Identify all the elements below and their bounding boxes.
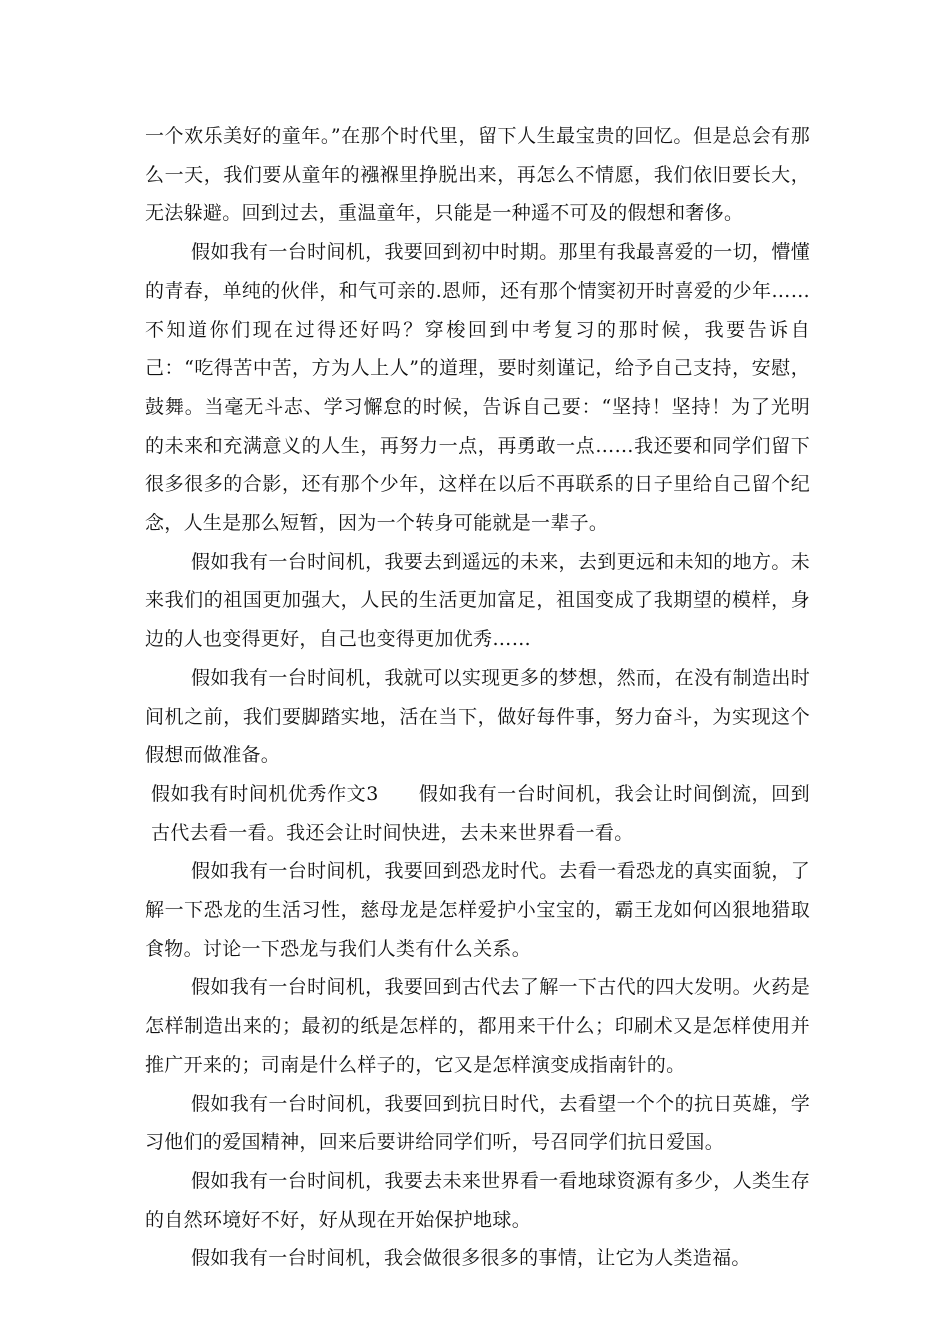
- paragraph-four-inventions: 假如我有一台时间机，我要回到古代去了解一下古代的四大发明。火药是怎样制造出来的；最初的纸是怎样的，都用来干什么；印刷术又是怎样使用并推广开来的；司南是什么样子的，它又是怎样演变成指南针的。: [145, 976, 810, 1076]
- section-title: 假如我有时间机优秀作文3: [151, 782, 379, 805]
- paragraph-anti-japanese-heroes: 假如我有一台时间机，我要回到抗日时代，去看望一个个的抗日英雄，学习他们的爱国精神，回来后要讲给同学们听，号召同学们抗日爱国。: [145, 1092, 810, 1154]
- paragraph-dinosaurs: 假如我有一台时间机，我要回到恐龙时代。去看一看恐龙的真实面貌，了解一下恐龙的生活习性，慈母龙是怎样爱护小宝宝的，霸王龙如何凶狠地猎取食物。讨论一下恐龙与我们人类有什么关系。: [145, 860, 810, 960]
- section-heading-line: [145, 775, 810, 852]
- paragraph-childhood-memory: 一个欢乐美好的童年。”在那个时代里，留下人生最宝贵的回忆。但是总会有那么一天，我们要从童年的襁褓里挣脱出来，再怎么不情愿，我们依旧要长大，无法躲避。回到过去，重温童年，只能是一种遥不可及的假想和奢侈。: [145, 125, 810, 225]
- section-first-text: 假如我有一台时间机，我会让时间倒流，回到古代去看一看。我还会让时间快进，去未来世界看一看。: [151, 782, 810, 844]
- paragraph-middle-school: 假如我有一台时间机，我要回到初中时期。那里有我最喜爱的一切，懵懂的青春，单纯的伙伴，和气可亲的.恩师，还有那个情窦初开时喜爱的少年……不知道你们现在过得还好吗？穿梭回到中考复习的那时候，我要告诉自己：“吃得苦中苦，方为人上人”的道理，要时刻谨记，给予自己支持，安慰，鼓舞。当毫无斗志、学习懈怠的时候，告诉自己要：“坚持！坚持！为了光明的未来和充满意义的人生，再努力一点，再勇敢一点……我还要和同学们留下很多很多的合影，还有那个少年，这样在以后不再联系的日子里给自己留个纪念，人生是那么短暂，因为一个转身可能就是一辈子。: [145, 241, 810, 535]
- paragraph-earth-resources: 假如我有一台时间机，我要去未来世界看一看地球资源有多少，人类生存的自然环境好不好，好从现在开始保护地球。: [145, 1169, 810, 1231]
- paragraph-benefit-humanity: 假如我有一台时间机，我会做很多很多的事情，让它为人类造福。: [191, 1247, 751, 1270]
- paragraph-dreams: 假如我有一台时间机，我就可以实现更多的梦想，然而，在没有制造出时间机之前，我们要脚踏实地，活在当下，做好每件事，努力奋斗，为实现这个假想而做准备。: [145, 666, 810, 767]
- document-body: [145, 117, 810, 1278]
- paragraph-future: 假如我有一台时间机，我要去到遥远的未来，去到更远和未知的地方。未来我们的祖国更加强大，人民的生活更加富足，祖国变成了我期望的模样，身边的人也变得更好，自己也变得更加优秀……: [145, 550, 810, 651]
